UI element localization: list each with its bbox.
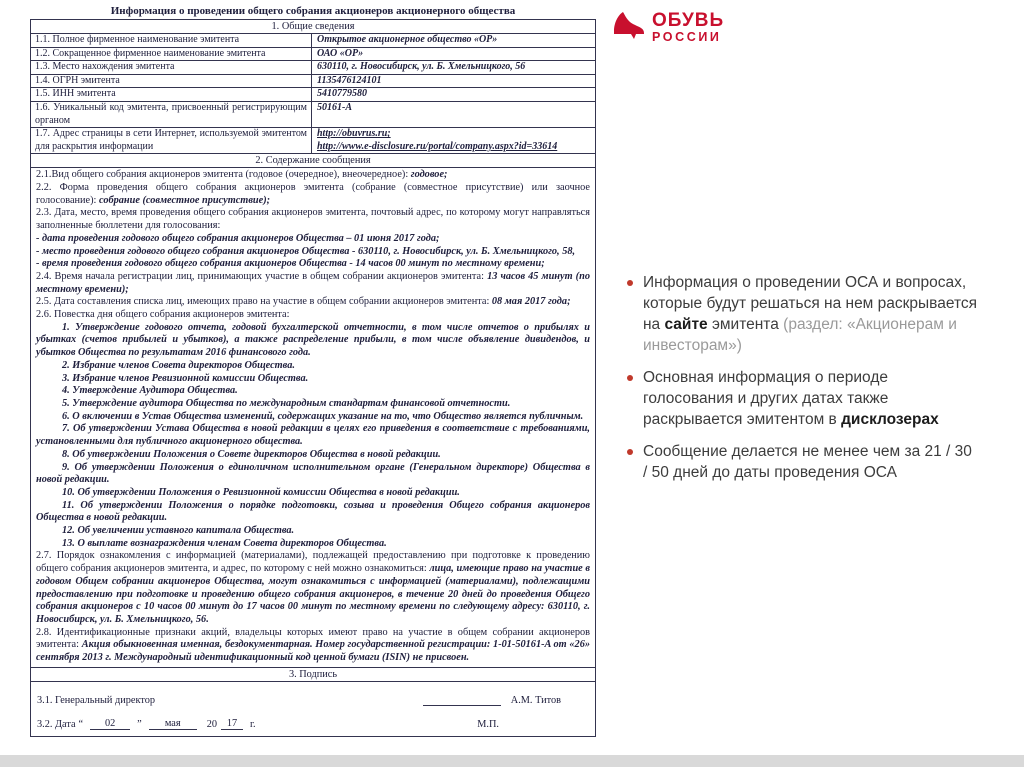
text-segment: 08 мая 2017 года; (491, 296, 571, 308)
info-row (31, 128, 595, 154)
content-paragraph (36, 322, 590, 360)
text-segment: 1. Утверждение годового отчета, годовой бухгалтерской отчетности, в том числе отчетов о прибылях и убытках (счетов прибылей и убытков), а также распределение прибыли, в том числе объявление дивидендов, и убытков Общества по результатам 2016 финансового года. (36, 321, 590, 359)
info-row (31, 102, 595, 128)
document-title: Информация о проведении общего собрания акционеров акционерного общества (110, 5, 516, 17)
link-text[interactable]: http://obuvrus.ru; (317, 128, 391, 140)
content-paragraph (36, 309, 590, 322)
text-segment: 10. Об утверждении Положения о Ревизионной комиссии Общества в новой редакции. (62, 486, 460, 498)
text-segment: 9. Об утверждении Положения о единоличном исполнительном органе (Генеральном директоре) Общества в новой редакции. (36, 461, 590, 486)
info-value: 50161-A (317, 101, 352, 113)
info-row (31, 75, 595, 89)
info-row (31, 34, 595, 48)
content-paragraph (36, 449, 590, 462)
text-segment: - место проведения годового общего собрания акционеров Общества - 630110, г. Новосибирск, ул. Б. Хмельницкого, 58, (36, 245, 576, 257)
note-item (627, 367, 979, 430)
section-header-content: 2. Содержание сообщения (31, 154, 595, 168)
text-segment: 6. О включении в Устав Общества изменений, содержащих указание на то, что Общество является публичным. (62, 410, 584, 422)
info-row (31, 48, 595, 62)
quote-close: ” (137, 718, 142, 730)
text-segment: эмитента (707, 316, 784, 333)
date-day-field[interactable]: 02 (90, 718, 130, 730)
text-segment: лица, имеющие право на участие в годовом Общем собрании акционеров Общества, могут ознакомиться с информацией (материалами), подлежащими предоставлению при подготовке и проведению общего собрания акционеров, в течение 20 дней до проведения Общего собрания акционеров с 10 часов 00 минут до 17 часов 00 минут по местному времени по следующему адресу: 630110, г. Новосибирск, ул. Б. Хмельницкого, 56. (36, 563, 590, 625)
year-prefix: 20 (206, 718, 217, 730)
seal-label: М.П. (477, 718, 499, 730)
text-segment: годовое; (410, 169, 448, 181)
text-segment: собрание (совместное присутствие); (99, 194, 271, 206)
text-segment: сайте (664, 316, 708, 333)
content-paragraph (36, 169, 590, 182)
content-paragraph (36, 182, 590, 207)
note-item (627, 272, 979, 356)
text-segment: 2.8. Идентификационные признаки акций, владельцы которых имеют право на участие в общем собрании акционеров эмитента: (36, 626, 590, 651)
text-segment: 2.1.Вид общего собрания акционеров эмитента (годовое (очередное), внеочередное): (36, 169, 411, 181)
info-label: 1.2. Сокращенное фирменное наименование эмитента (31, 48, 312, 61)
content-paragraph (36, 411, 590, 424)
text-segment: 5. Утверждение аудитора Общества по международным стандартам финансовой отчетности. (62, 398, 511, 409)
logo-line2: РОССИИ (652, 30, 722, 45)
content-paragraph (36, 487, 590, 500)
text-segment: - дата проведения годового общего собрания акционеров Общества – 01 июня 2017 года; (36, 232, 440, 244)
content-paragraph (36, 525, 590, 538)
general-rows (31, 34, 595, 154)
date-month-field[interactable]: мая (149, 718, 197, 730)
obuv-rossii-logo (612, 10, 724, 45)
info-value-link[interactable] (312, 128, 595, 153)
bullet-icon (627, 449, 633, 455)
content-paragraph (36, 373, 590, 386)
info-label: 1.3. Место нахождения эмитента (31, 61, 312, 74)
content-paragraph (36, 360, 590, 373)
content-paragraph (36, 462, 590, 487)
text-segment: 8. Об утверждении Положения о Совете директоров Общества в новой редакции. (62, 448, 441, 460)
text-segment: 3. Избрание членов Ревизионной комиссии Общества. (62, 372, 309, 384)
text-segment: 11. Об утверждении Положения о порядке подготовки, созыва и проведения Общего собрания акционеров Общества в новой редакции. (36, 499, 590, 524)
content-paragraph (36, 233, 590, 246)
director-name: А.М. Титов (510, 694, 561, 706)
bullet-icon (627, 375, 633, 381)
text-segment: 7. Об утверждении Устава Общества в новой редакции в целях его приведения в соответствие с требованиями, установленными для публичного акционерного общества. (36, 423, 590, 448)
content-paragraph (36, 423, 590, 448)
text-segment: - время проведения годового общего собрания акционеров Общества - 14 часов 00 минут по местному времени; (36, 258, 545, 270)
text-segment: 12. Об увеличении уставного капитала Общества. (62, 525, 295, 537)
content-paragraph (36, 207, 590, 232)
info-row (31, 61, 595, 75)
content-paragraph (36, 271, 590, 296)
date-year-field[interactable]: 17 (221, 718, 243, 730)
content-paragraph (36, 398, 590, 411)
text-segment: 4. Утверждение Аудитора Общества. (62, 385, 238, 397)
content-cell (31, 168, 595, 667)
quote-open: “ (78, 718, 84, 730)
info-value: Открытое акционерное общество «ОР» (317, 34, 498, 45)
slide-edge (0, 755, 1024, 767)
section-header-signature: 3. Подпись (31, 668, 595, 682)
content-paragraph (36, 296, 590, 309)
text-segment: Акция обыкновенная именная, бездокументарная. Номер государственной регистрации: 1-01-50161-A от «26» сентября 2013 г. Международный идентификационный код ценной бумаги (ISIN) не присвоен. (36, 639, 590, 664)
info-label: 1.4. ОГРН эмитента (31, 75, 312, 88)
content-paragraph (36, 627, 590, 665)
text-segment: Основная информация о периоде голосования и других датах также раскрывается эмитентом в (643, 369, 889, 428)
text-segment: Сообщение делается не менее чем за 21 / 30 / 50 дней до даты проведения ОСА (643, 443, 972, 481)
text-segment: 13. О выплате вознаграждения членам Совета директоров Общества. (62, 537, 387, 549)
document-table (30, 19, 596, 737)
content-paragraph (36, 550, 590, 626)
text-segment: дисклозерах (841, 411, 939, 428)
note-text (643, 367, 979, 430)
info-row (31, 88, 595, 102)
text-segment: 2.2. Форма проведения общего собрания акционеров эмитента (собрание (совместное присутствие) или заочное голосование): (36, 182, 590, 206)
section-header-general: 1. Общие сведения (31, 20, 595, 34)
signature-row-date (37, 718, 587, 730)
signature-section (31, 682, 595, 736)
note-text (643, 272, 979, 356)
info-value: 630110, г. Новосибирск, ул. Б. Хмельницкого, 56 (317, 61, 526, 73)
text-segment: 2. Избрание членов Совета директоров Общества. (62, 359, 295, 371)
content-paragraph (36, 246, 590, 259)
bullet-icon (627, 280, 633, 286)
logo-text (652, 11, 724, 44)
text-segment: 2.6. Повестка дня общего собрания акционеров эмитента: (36, 309, 290, 321)
content-paragraph (36, 538, 590, 551)
signature-line (423, 694, 501, 706)
info-value: ОАО «ОР» (317, 47, 364, 59)
shoe-logo-icon (612, 10, 646, 45)
note-item (627, 441, 979, 483)
note-text (643, 441, 979, 483)
text-segment: 2.4. Время начала регистрации лиц, принимающих участие в общем собрании акционеров эмитента: (36, 270, 488, 282)
text-segment: Информация о проведении ОСА и вопросах, которые будут решаться на нем раскрывается на (643, 274, 978, 333)
info-label: 1.6. Уникальный код эмитента, присвоенный регистрирующим органом (31, 102, 312, 127)
disclosure-document (30, 5, 596, 737)
director-label: 3.1. Генеральный директор (37, 694, 155, 706)
text-segment: 2.5. Дата составления списка лиц, имеющих право на участие в общем собрании акционеров эмитента: (36, 296, 492, 308)
info-value: 5410779580 (317, 88, 367, 100)
logo-line1: ОБУВЬ (652, 10, 725, 32)
text-segment: (раздел: «Акционерам и инвесторам») (643, 316, 957, 354)
notes-list (627, 272, 979, 494)
info-label: 1.5. ИНН эмитента (31, 88, 312, 101)
text-segment: 2.7. Порядок ознакомления с информацией (материалами), подлежащей предоставлению при подготовке к проведению общего собрания акционеров эмитента, и адрес, по которому с ней можно ознакомиться: (36, 550, 590, 575)
date-label: 3.2. Дата (37, 718, 76, 730)
info-value: 1135476124101 (317, 74, 382, 86)
info-label: 1.7. Адрес страницы в сети Интернет, используемой эмитентом для раскрытия информации (31, 128, 312, 153)
year-suffix: г. (250, 718, 256, 730)
info-label: 1.1. Полное фирменное наименование эмитента (31, 34, 312, 47)
content-paragraph (36, 258, 590, 271)
content-paragraph (36, 500, 590, 525)
link-text[interactable]: http://www.e-disclosure.ru/portal/company.aspx?id=33614 (317, 140, 558, 152)
signature-row-director (37, 694, 587, 706)
text-segment: 13 часов 45 минут (по местному времени); (36, 270, 590, 295)
text-segment: 2.3. Дата, место, время проведения общего собрания акционеров эмитента, почтовый адрес, по которому могут направляться заполненные бюллетени для голосования: (36, 207, 590, 232)
content-paragraph (36, 385, 590, 398)
